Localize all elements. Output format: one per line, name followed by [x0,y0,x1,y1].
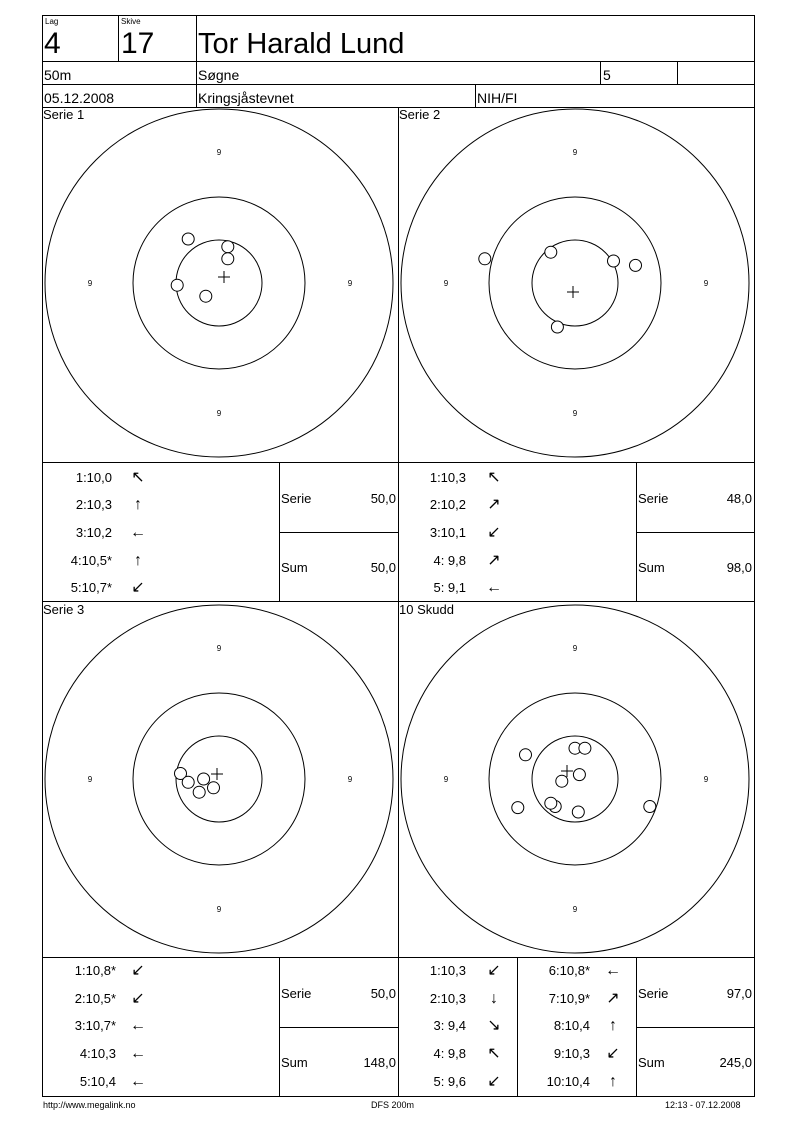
ring-label: 9 [703,279,709,288]
shot-label: 3:10,7* [74,1018,116,1033]
target-ring-1 [45,109,393,457]
shot-label: 9:10,3 [553,1046,590,1061]
shooter-name: Tor Harald Lund [198,28,405,60]
footer-url: http://www.megalink.no [43,1100,136,1110]
arrow-icon: ↖ [487,1045,501,1062]
ring-label: 9 [572,148,578,157]
shot-label: 2:10,2 [429,497,466,512]
serie-label: Serie [638,491,669,506]
shot-hole [551,321,563,333]
arrow-icon: ← [130,1045,146,1062]
shot-label: 5: 9,6 [433,1074,466,1089]
target-ring-1 [43,602,393,953]
shot-hole [198,773,210,785]
event: Kringsjåstevnet [198,90,294,106]
arrow-icon: ↙ [131,579,145,596]
arrow-icon: ↑ [609,1017,617,1034]
shot-label: 1:10,3 [429,963,466,978]
shot-hole [208,782,220,794]
shot-hole [579,742,591,754]
arrow-icon: ← [130,1073,146,1090]
arrow-icon: ↙ [606,1045,620,1062]
shot-hole [545,246,557,258]
shot-label: 4:10,5* [70,553,112,568]
skive-value: 17 [121,27,155,60]
shot-hole [512,802,524,814]
class: 5 [603,67,611,83]
ring-label: 9 [216,905,222,914]
sum-value: 245,0 [719,1055,752,1070]
target-serie-3 [42,602,398,957]
target-ring-2 [489,197,661,369]
arrow-icon: ↑ [134,552,142,569]
serie-label: Serie [638,986,669,1001]
serie-value: 97,0 [726,986,752,1001]
serie-value: 48,0 [726,491,752,506]
target-serie-1 [42,108,398,462]
distance: 50m [44,67,72,83]
shot-hole [556,775,568,787]
ring-label: 9 [216,409,222,418]
arrow-icon: ↗ [487,496,501,513]
shot-label: 4:10,3 [79,1046,116,1061]
shot-label: 10:10,4 [546,1074,590,1089]
ring-label: 9 [87,279,93,288]
arrow-icon: ↙ [487,524,501,541]
serie-label: Serie [281,986,312,1001]
target-ring-2 [133,693,305,865]
shot-label: 2:10,3 [75,497,112,512]
sum-label: Sum [638,1055,665,1070]
lag-label: Lag [45,17,59,26]
ring-label: 9 [572,409,578,418]
arrow-icon: ↖ [487,469,501,486]
shot-label: 6:10,8* [548,963,590,978]
arrow-icon: ↓ [490,990,498,1007]
arrow-icon: ↙ [487,1073,501,1090]
arrow-icon: ↙ [487,962,501,979]
shot-hole [573,769,585,781]
target-ring-2 [133,197,305,369]
sum-value: 98,0 [726,560,752,575]
panel-title-10-skudd: 10 Skudd [399,602,454,617]
serie-value: 50,0 [370,491,396,506]
shot-label: 5:10,7* [70,580,112,595]
club: Søgne [198,67,240,83]
target-ring-1 [401,109,749,457]
shot-label: 2:10,3 [429,991,466,1006]
ring-label: 9 [572,644,578,653]
panel-title-serie-1: Serie 1 [43,107,85,122]
arrow-icon: ↙ [131,962,145,979]
footer-program: DFS 200m [371,1100,415,1110]
shot-label: 4: 9,8 [433,553,466,568]
target-ring-3 [176,240,262,326]
shot-label: 1:10,3 [429,470,466,485]
shot-label: 5: 9,1 [433,580,466,595]
sum-label: Sum [638,560,665,575]
ring-label: 9 [703,775,709,784]
arrow-icon: ↑ [134,496,142,513]
sum-value: 50,0 [370,560,396,575]
sum-value: 148,0 [363,1055,396,1070]
arrow-icon: ↗ [487,552,501,569]
shot-hole [171,279,183,291]
panel-title-serie-2: Serie 2 [399,107,441,122]
shot-hole [182,776,194,788]
skive-label: Skive [121,17,141,26]
date: 05.12.2008 [44,90,115,106]
arrow-icon: ← [486,579,502,596]
arrow-icon: ↑ [609,1073,617,1090]
shot-hole [222,253,234,265]
shot-label: 7:10,9* [548,991,590,1006]
shot-label: 3:10,1 [429,525,466,540]
footer-timestamp: 12:13 - 07.12.2008 [665,1100,741,1110]
shot-label: 4: 9,8 [433,1046,466,1061]
shot-hole [222,241,234,253]
shot-hole [608,255,620,267]
arrow-icon: ↘ [487,1017,501,1034]
shot-label: 8:10,4 [553,1018,590,1033]
shot-label: 1:10,0 [75,470,112,485]
target-10-skudd [398,602,754,957]
arrow-icon: ↗ [606,990,620,1007]
serie-value: 50,0 [370,986,396,1001]
ring-label: 9 [443,279,449,288]
organisation: NIH/FI [477,90,518,106]
target-serie-2 [398,108,754,462]
ring-label: 9 [87,775,93,784]
shot-hole [572,806,584,818]
ring-label: 9 [347,775,353,784]
shot-hole [630,259,642,271]
shot-hole [545,797,557,809]
shot-label: 3: 9,4 [433,1018,466,1033]
ring-label: 9 [347,279,353,288]
lag-value: 4 [44,27,61,60]
ring-label: 9 [216,644,222,653]
arrow-icon: ↙ [131,990,145,1007]
shot-hole [182,233,194,245]
sum-label: Sum [281,1055,308,1070]
shot-label: 5:10,4 [79,1074,116,1089]
shot-hole [479,253,491,265]
ring-label: 9 [443,775,449,784]
arrow-icon: ← [605,962,621,979]
panel-title-serie-3: Serie 3 [43,602,85,617]
arrow-icon: ← [130,524,146,541]
shot-hole [200,290,212,302]
ring-label: 9 [572,905,578,914]
arrow-icon: ← [130,1017,146,1034]
serie-label: Serie [281,491,312,506]
shot-hole [644,801,656,813]
ring-label: 9 [216,148,222,157]
sum-label: Sum [281,560,308,575]
shot-label: 3:10,2 [75,525,112,540]
shot-hole [520,749,532,761]
shot-label: 2:10,5* [74,991,116,1006]
shot-hole [193,786,205,798]
arrow-icon: ↖ [131,469,145,486]
shot-label: 1:10,8* [74,963,116,978]
